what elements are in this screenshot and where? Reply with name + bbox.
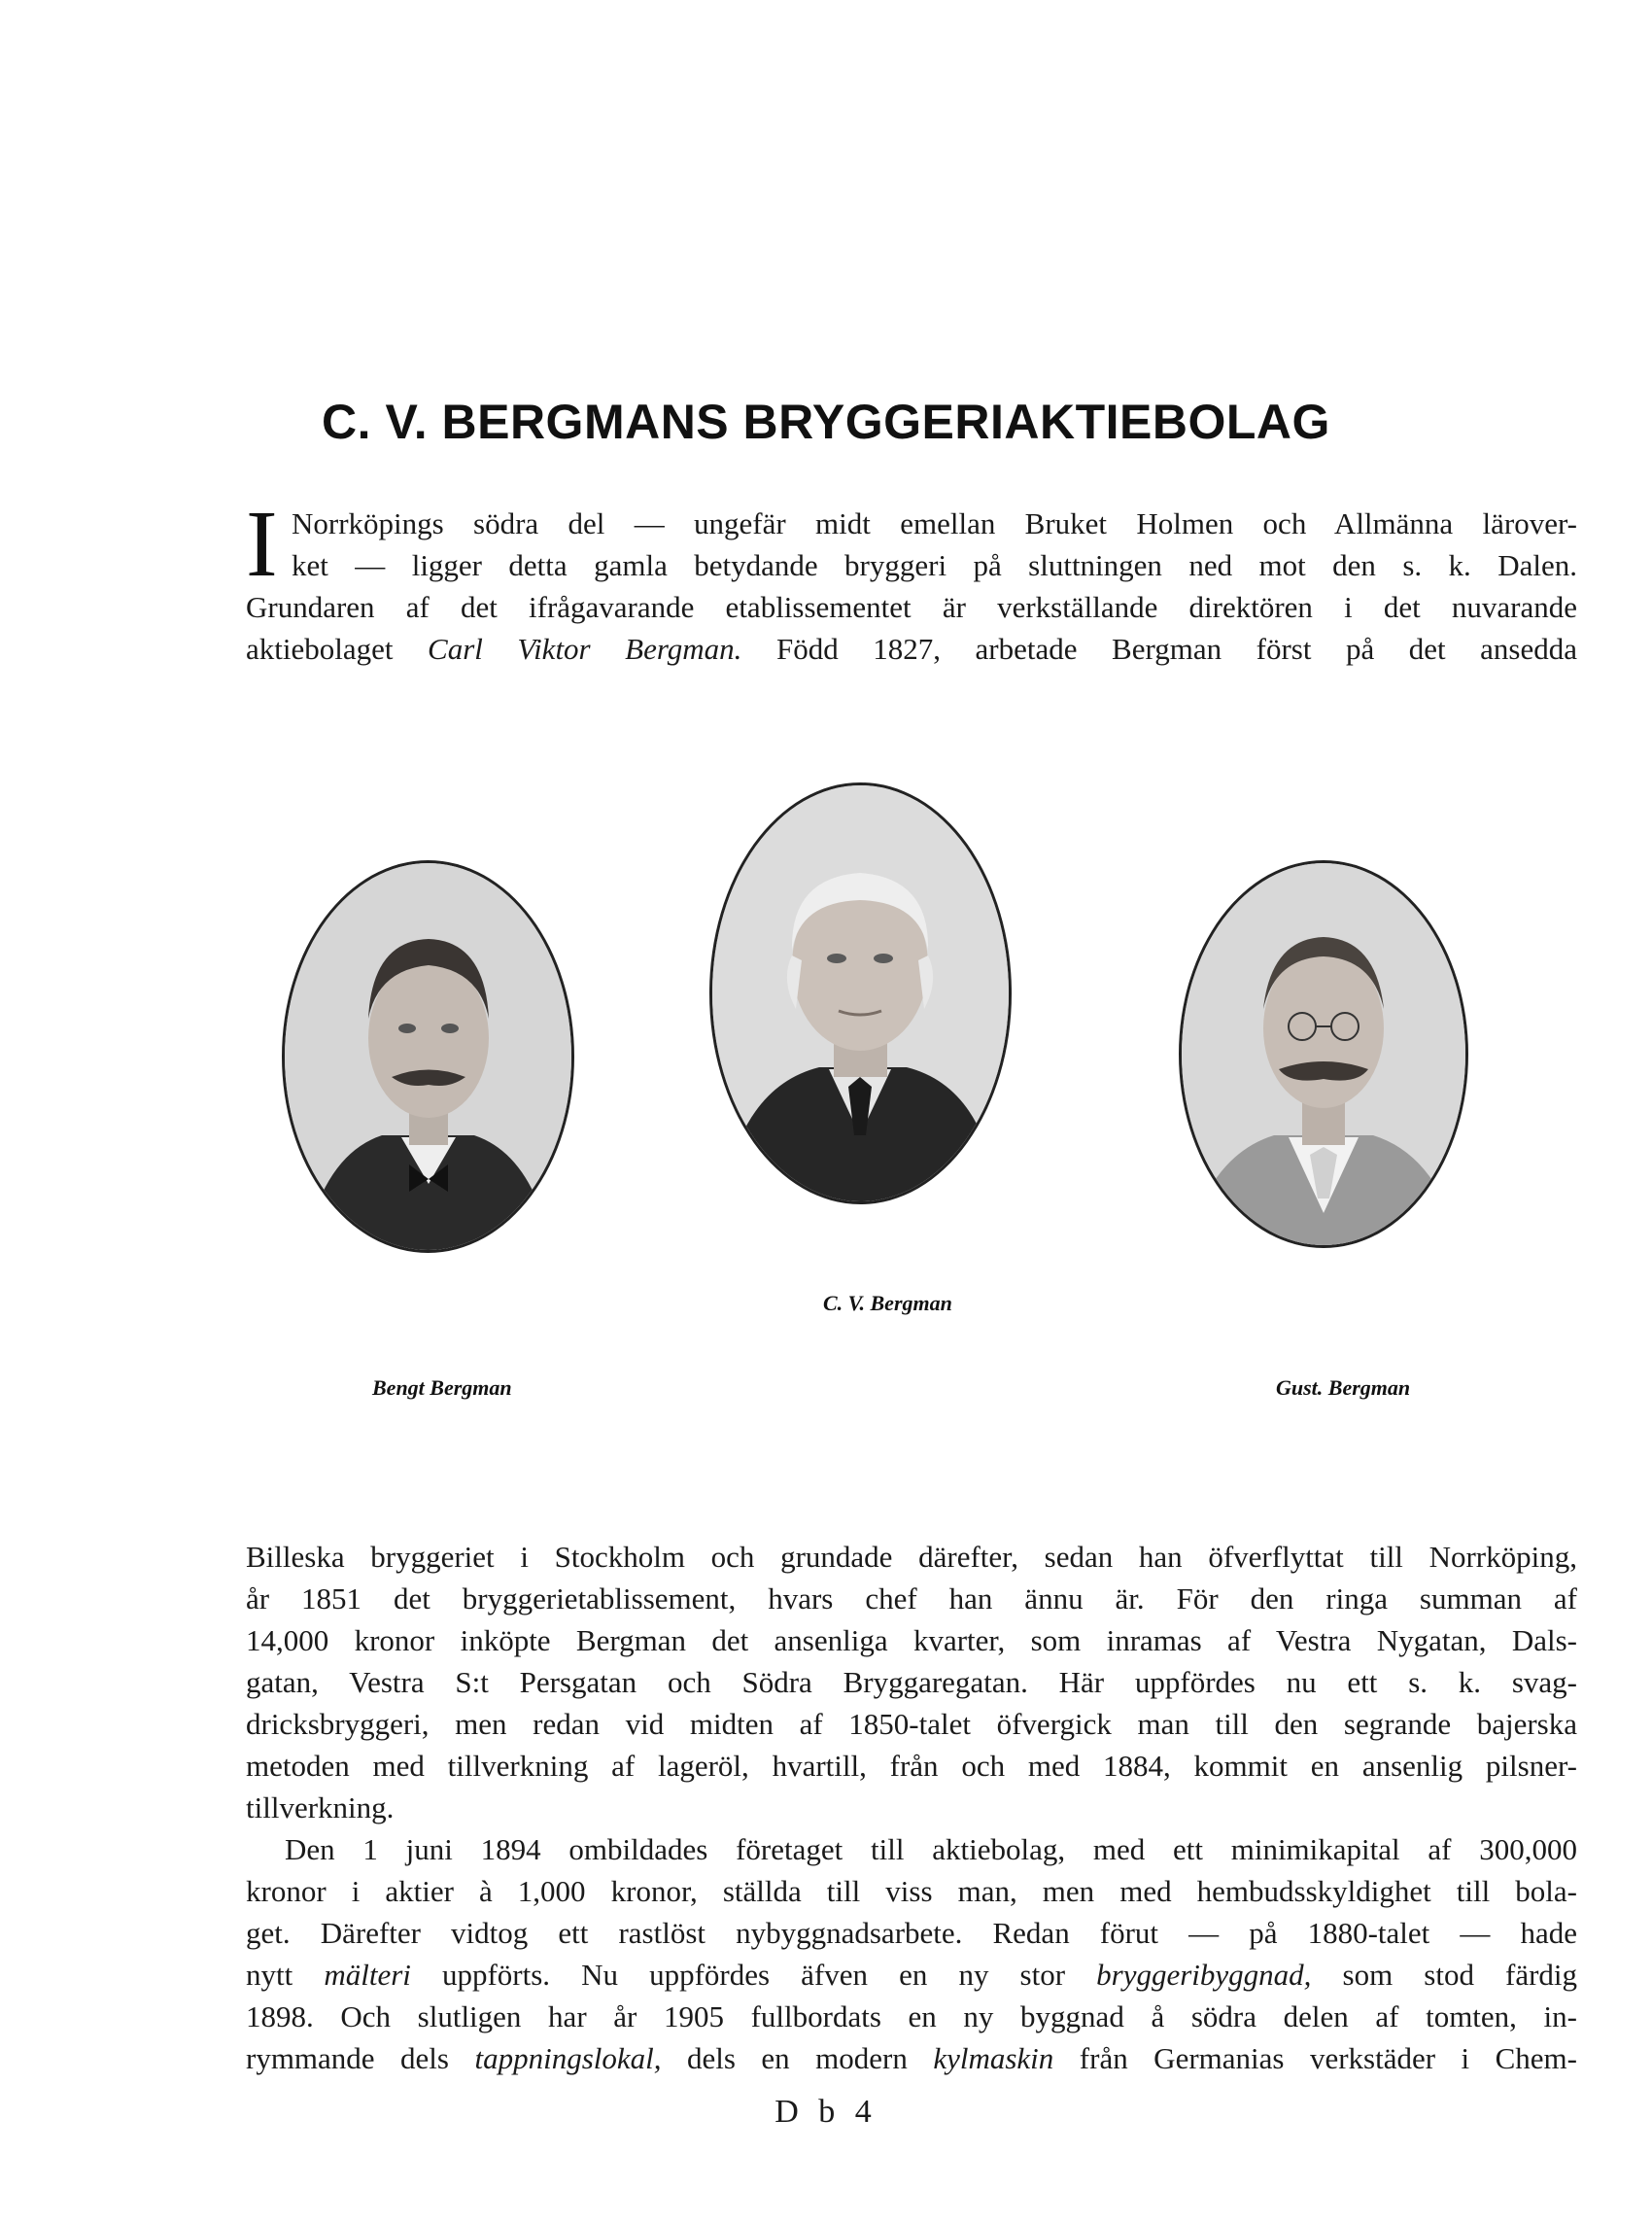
- p2-l6-a: rymmande dels: [246, 2041, 449, 2075]
- p2-l4-e: som stod färdig: [1342, 1958, 1578, 1992]
- page-title: C. V. BERGMANS BRYGGERIAKTIEBOLAG: [322, 395, 1330, 449]
- founder-name: Carl Viktor Bergman.: [428, 632, 742, 666]
- body-p2-line-4: [246, 1954, 1577, 1996]
- intro-line-4: [246, 628, 1577, 670]
- body-p1-line-6: metoden med tillverkning af lageröl, hvartill, från och med 1884, kommit en ansenlig pilsner-: [246, 1749, 1577, 1783]
- p2-l6-c: dels en modern: [687, 2041, 908, 2075]
- portrait-bengt-bergman: [282, 860, 574, 1253]
- p2-l4-c: uppförts. Nu uppfördes äfven en ny stor: [441, 1958, 1066, 1992]
- body-text: [246, 1536, 1577, 2079]
- body-p1-line-7: tillverkning.: [246, 1790, 395, 1824]
- caption-gust-bergman: Gust. Bergman: [1276, 1375, 1411, 1400]
- p2-l4-a: nytt: [246, 1958, 293, 1992]
- intro-line-4-pre: aktiebolaget: [246, 632, 394, 666]
- page-number: D b 4: [774, 2094, 878, 2130]
- p2-l6-e: från Germanias verkstäder i Chem-: [1079, 2041, 1577, 2075]
- body-p2-line-6: [246, 2037, 1577, 2079]
- intro-paragraph: [246, 503, 1577, 670]
- drop-cap: I: [246, 492, 278, 597]
- portrait-cv-bergman-image: [712, 785, 1009, 1201]
- body-p1-line-4: gatan, Vestra S:t Persgatan och Södra Bryggaregatan. Här uppfördes nu ett s. k. svag-: [246, 1665, 1577, 1699]
- body-p2-line-2: kronor i aktier à 1,000 kronor, ställda till viss man, men med hembudsskyldighet till bola-: [246, 1874, 1577, 1908]
- portrait-gust-bergman-image: [1182, 863, 1465, 1245]
- caption-cv-bergman: C. V. Bergman: [823, 1291, 952, 1315]
- portrait-gust-bergman: [1179, 860, 1468, 1248]
- body-p2-line-3: get. Därefter vidtog ett rastlöst nybyggnadsarbete. Redan förut — på 1880-talet — hade: [246, 1916, 1577, 1950]
- body-p1-line-5: dricksbryggeri, men redan vid midten af 1850-talet öfvergick man till den segrande bajerska: [246, 1707, 1577, 1741]
- intro-line-4-post: Född 1827, arbetade Bergman först på det ansedda: [775, 632, 1578, 666]
- portrait-cv-bergman: [709, 782, 1012, 1204]
- body-p2-line-5: 1898. Och slutligen har år 1905 fullbordats en ny byggnad å södra delen af tomten, in-: [246, 1999, 1577, 2033]
- intro-line-1: Norrköpings södra del — ungefär midt emellan Bruket Holmen och Allmänna lärover-: [292, 506, 1577, 540]
- body-p1-line-3: 14,000 kronor inköpte Bergman det ansenliga kvarter, som inramas af Vestra Nygatan, Dals-: [246, 1623, 1577, 1657]
- p2-l4-bryggeribyggnad: bryggeribyggnad,: [1096, 1958, 1312, 1992]
- p2-l6-tappningslokal: tappningslokal,: [474, 2041, 662, 2075]
- caption-bengt-bergman: Bengt Bergman: [372, 1375, 512, 1400]
- body-p1-line-2: år 1851 det bryggerietablissement, hvars chef han ännu är. För den ringa summan af: [246, 1581, 1577, 1615]
- portrait-bengt-bergman-image: [285, 863, 571, 1250]
- body-p1-line-1: Billeska bryggeriet i Stockholm och grundade därefter, sedan han öfverflyttat till Norrköping,: [246, 1540, 1577, 1574]
- intro-line-3: Grundaren af det ifrågavarande etablissementet är verkställande direktören i det nuvarande: [246, 590, 1577, 624]
- p2-l6-kylmaskin: kylmaskin: [933, 2041, 1054, 2075]
- p2-l4-malteri: mälteri: [324, 1958, 411, 1992]
- intro-line-2: ket — ligger detta gamla betydande bryggeri på sluttningen ned mot den s. k. Dalen.: [292, 548, 1577, 582]
- body-p2-line-1: Den 1 juni 1894 ombildades företaget till aktiebolag, med ett minimikapital af 300,000: [285, 1832, 1577, 1866]
